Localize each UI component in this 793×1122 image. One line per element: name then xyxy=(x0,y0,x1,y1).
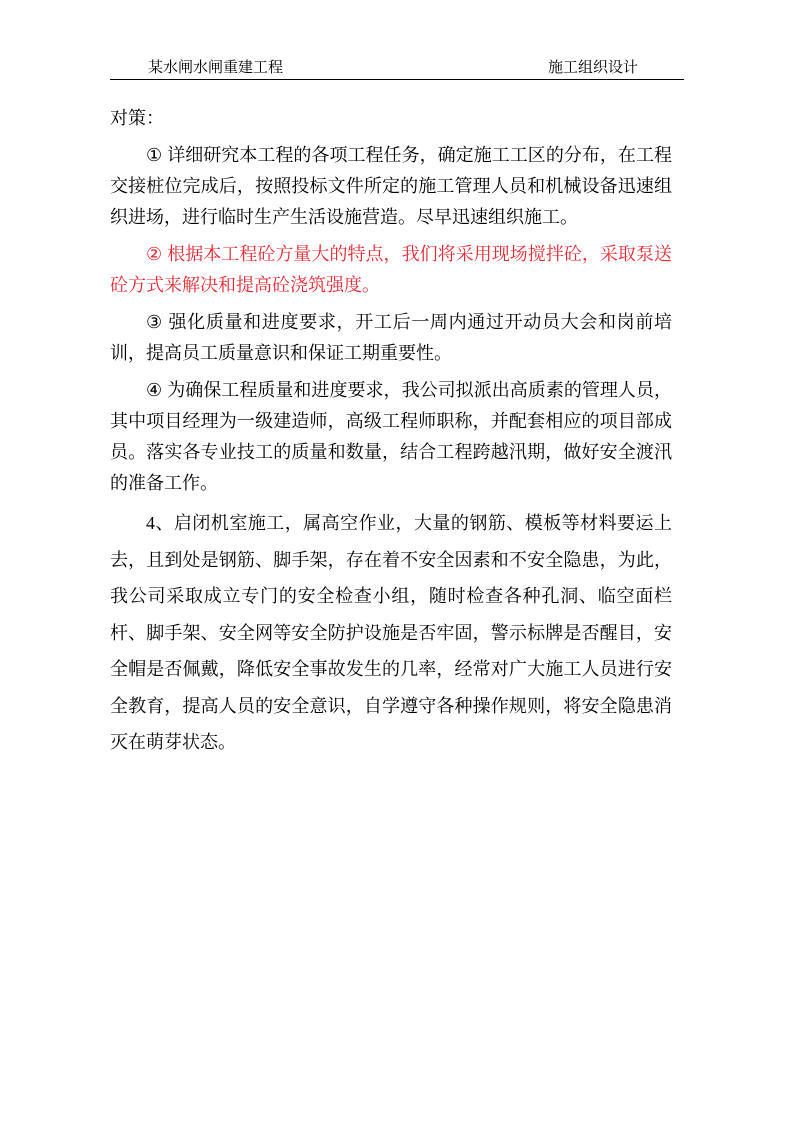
countermeasure-item-4: ④ 为确保工程质量和进度要求，我公司拟派出高质素的管理人员，其中项目经理为一级建造师，高级工程师职称，并配套相应的项目部成员。落实各专业技工的质量和数量，结合工程跨越汛期，做好安全渡汛的准备工作。 xyxy=(110,380,672,493)
countermeasure-item-1: ① 详细研究本工程的各项工程任务，确定施工工区的分布，在工程交接桩位完成后，按照投标文件所定的施工管理人员和机械设备迅速组织进场，进行临时生产生活设施营造。尽早迅速组织施工。 xyxy=(110,145,672,227)
countermeasure-item-2: ② 根据本工程砼方量大的特点，我们将采用现场搅拌砼，采取泵送砼方式来解决和提高砼浇筑强度。 xyxy=(110,244,672,295)
section-4-paragraph: 4、启闭机室施工，属高空作业，大量的钢筋、模板等材料要运上去，且到处是钢筋、脚手架，存在着不安全因素和不安全隐患，为此，我公司采取成立专门的安全检查小组，随时检查各种孔洞、临空面栏杆、脚手架、安全网等安全防护设施是否牢固，警示标牌是否醒目，安全帽是否佩戴，降低安全事故发生的几率，经常对广大施工人员进行安全教育，提高人员的安全意识，自学遵守各种操作规则，将安全隐患消灭在萌芽状态。 xyxy=(110,513,672,752)
document-body xyxy=(110,103,672,761)
header-project-name: 某水闸水闸重建工程 xyxy=(148,59,284,76)
page-header xyxy=(110,59,684,80)
countermeasure-item-3: ③ 强化质量和进度要求，开工后一周内通过开动员大会和岗前培训，提高员工质量意识和保证工期重要性。 xyxy=(110,312,672,363)
countermeasures-heading: 对策： xyxy=(110,108,164,128)
header-document-type: 施工组织设计 xyxy=(548,59,639,76)
